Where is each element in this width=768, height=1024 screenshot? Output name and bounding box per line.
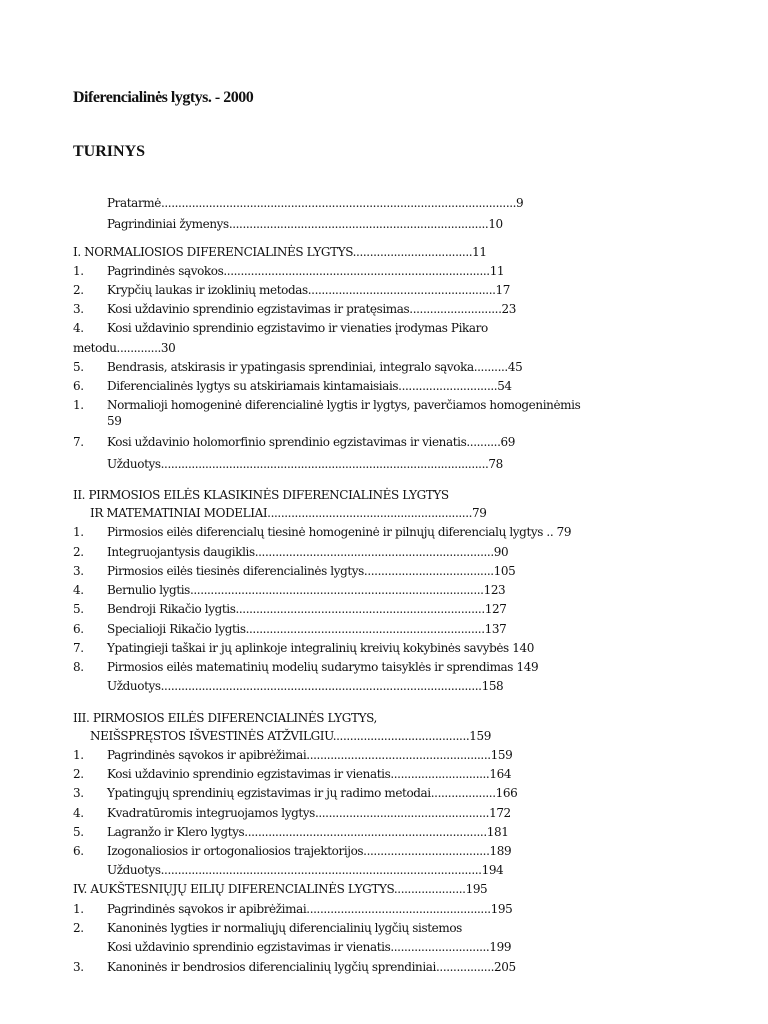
toc-entry-number: 2. bbox=[73, 283, 84, 297]
toc-entry: Kosi uždavinio sprendinio egzistavimo ir vienaties įrodymas Pikaro bbox=[107, 321, 488, 335]
toc-chapter-3-continuation: NEIŠSPRĘSTOS IŠVESTINĖS ATŽVILGIU........................................159 bbox=[90, 729, 491, 743]
toc-entry-number: 4. bbox=[73, 321, 84, 335]
toc-entry: Bernulio lygtis......................................................................................123 bbox=[107, 583, 506, 597]
toc-entry: Bendroji Rikačio lygtis.........................................................................127 bbox=[107, 602, 507, 616]
toc-entry-number: 2. bbox=[73, 545, 84, 559]
toc-entry: Diferencialinės lygtys su atskiriamais kintamaisiais.............................54 bbox=[107, 379, 512, 393]
toc-entry: Kosi uždavinio holomorfinio sprendinio egzistavimas ir vienatis..........69 bbox=[107, 435, 515, 449]
toc-entry: Bendrasis, atskirasis ir ypatingasis sprendiniai, integralo sąvoka..........45 bbox=[107, 360, 523, 374]
toc-entry-number: 1. bbox=[73, 264, 84, 278]
toc-entry: Pirmosios eilės matematinių modelių sudarymo taisyklės ir sprendimas 149 bbox=[107, 660, 539, 674]
toc-entry-number: 3. bbox=[73, 564, 84, 578]
toc-entry-number: 4. bbox=[73, 583, 84, 597]
toc-entry: Pagrindinės sąvokos ir apibrėžimai......................................................159 bbox=[107, 748, 513, 762]
toc-entry-number: 6. bbox=[73, 622, 84, 636]
toc-entry-exercises: Užduotys................................................................................................78 bbox=[107, 457, 503, 471]
toc-entry-number: 3. bbox=[73, 960, 84, 974]
toc-entry-number: 8. bbox=[73, 660, 84, 674]
toc-entry: Lagranžo ir Klero lygtys.......................................................................181 bbox=[107, 825, 509, 839]
toc-chapter-3: III. PIRMOSIOS EILĖS DIFERENCIALINĖS LYGTYS, bbox=[73, 711, 377, 725]
toc-entry-number: 7. bbox=[73, 641, 84, 655]
toc-entry-number: 6. bbox=[73, 379, 84, 393]
toc-entry: Kvadratūromis integruojamos lygtys...................................................172 bbox=[107, 806, 511, 820]
toc-entry: Ypatingųjų sprendinių egzistavimas ir jų radimo metodai...................166 bbox=[107, 786, 518, 800]
toc-entry-number: 1. bbox=[73, 748, 84, 762]
toc-chapter-1: I. NORMALIOSIOS DIFERENCIALINĖS LYGTYS...................................11 bbox=[73, 245, 487, 259]
toc-entry-number: 1. bbox=[73, 398, 84, 412]
toc-entry-number: 3. bbox=[73, 786, 84, 800]
toc-entry: Kosi uždavinio sprendinio egzistavimas ir vienatis.............................164 bbox=[107, 767, 512, 781]
toc-entry-number: 5. bbox=[73, 602, 84, 616]
toc-entry: Specialioji Rikačio lygtis......................................................................137 bbox=[107, 622, 507, 636]
toc-entry: Kanoninės lygties ir normaliųjų diferencialinių lygčių sistemos bbox=[107, 921, 462, 935]
toc-entry: Ypatingieji taškai ir jų aplinkoje integralinių kreivių kokybinės savybės 140 bbox=[107, 641, 534, 655]
toc-entry-number: 6. bbox=[73, 844, 84, 858]
toc-entry: Pagrindinės sąvokos..............................................................................11 bbox=[107, 264, 505, 278]
toc-entry-number: 2. bbox=[73, 767, 84, 781]
toc-entry-number: 2. bbox=[73, 921, 84, 935]
toc-entry-number: 3. bbox=[73, 302, 84, 316]
toc-chapter-2: II. PIRMOSIOS EILĖS KLASIKINĖS DIFERENCIALINĖS LYGTYS bbox=[73, 488, 449, 502]
toc-entry-exercises: Užduotys..............................................................................................158 bbox=[107, 679, 504, 693]
toc-entry-continuation: Kosi uždavinio sprendinio egzistavimas ir vienatis.............................199 bbox=[107, 940, 512, 954]
toc-entry-number: 7. bbox=[73, 435, 84, 449]
toc-entry: Integruojantysis daugiklis......................................................................90 bbox=[107, 545, 509, 559]
toc-entry-number: 4. bbox=[73, 806, 84, 820]
toc-heading: TURINYS bbox=[73, 143, 146, 160]
toc-entry-continuation: metodu.............30 bbox=[73, 341, 176, 355]
toc-entry: Izogonaliosios ir ortogonaliosios trajektorijos.....................................189 bbox=[107, 844, 512, 858]
document-title: Diferencialinės lygtys. - 2000 bbox=[73, 89, 254, 106]
toc-entry-number: 5. bbox=[73, 360, 84, 374]
toc-entry: Krypčių laukas ir izoklinių metodas.......................................................17 bbox=[107, 283, 510, 297]
toc-entry-number: 1. bbox=[73, 902, 84, 916]
toc-entry-number: 1. bbox=[73, 525, 84, 539]
toc-entry: Kosi uždavinio sprendinio egzistavimas ir pratęsimas...........................23 bbox=[107, 302, 516, 316]
toc-entry: Normalioji homogeninė diferencialinė lygtis ir lygtys, paverčiamos homogeninėmis bbox=[107, 398, 581, 412]
toc-entry: Pirmosios eilės tiesinės diferencialinės lygtys......................................105 bbox=[107, 564, 516, 578]
toc-entry-notation: Pagrindiniai žymenys............................................................................10 bbox=[107, 217, 503, 231]
toc-entry: Kanoninės ir bendrosios diferencialinių lygčių sprendiniai.................205 bbox=[107, 960, 516, 974]
toc-chapter-4: IV. AUKŠTESNIŲJŲ EILIŲ DIFERENCIALINĖS LYGTYS.....................195 bbox=[73, 882, 488, 896]
toc-entry-preface: Pratarmė........................................................................................................9 bbox=[107, 196, 524, 210]
toc-entry-continuation: 59 bbox=[107, 414, 122, 428]
toc-entry: Pagrindinės sąvokos ir apibrėžimai......................................................195 bbox=[107, 902, 513, 916]
toc-entry: Pirmosios eilės diferencialų tiesinė homogeninė ir pilnųjų diferencialų lygtys .. 79 bbox=[107, 525, 572, 539]
toc-chapter-2-continuation: IR MATEMATINIAI MODELIAI............................................................79 bbox=[90, 506, 487, 520]
toc-entry-number: 5. bbox=[73, 825, 84, 839]
toc-entry-exercises: Užduotys..............................................................................................194 bbox=[107, 863, 504, 877]
